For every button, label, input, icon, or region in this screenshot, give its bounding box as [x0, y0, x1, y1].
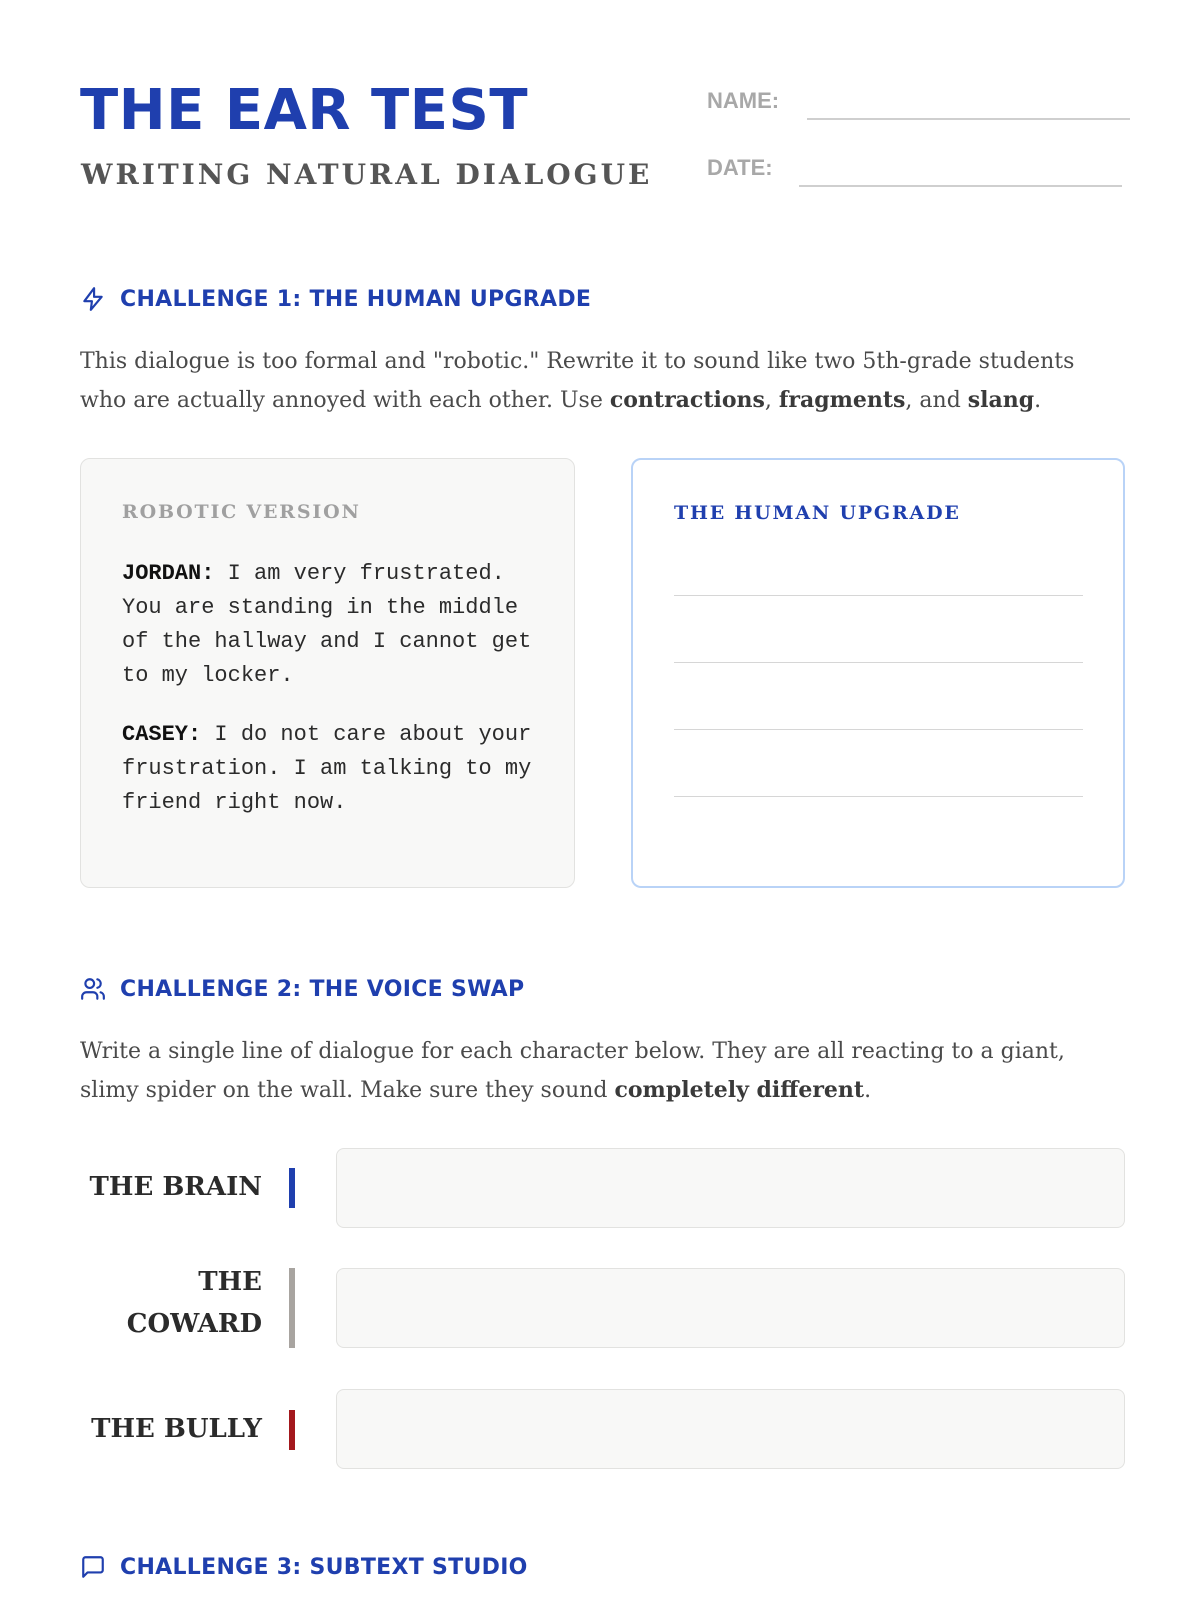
challenge-2-title: CHALLENGE 2: THE VOICE SWAP	[120, 976, 525, 1002]
challenge-2-instructions: Write a single line of dialogue for each character below. They are all reacting to a giant, slimy spider on the wall. Make sure they sound completely different.	[80, 1039, 1065, 1103]
challenge-1-instructions: This dialogue is too formal and "robotic." Rewrite it to sound like two 5th-grade students who are actually annoyed with each other. Use contractions, fragments, and slang.	[80, 349, 1075, 413]
robotic-version-label: ROBOTIC VERSION	[122, 501, 361, 523]
challenge-1-title: CHALLENGE 1: THE HUMAN UPGRADE	[120, 286, 592, 312]
challenge-3-title: CHALLENGE 3: SUBTEXT STUDIO	[120, 1554, 528, 1580]
character-name-brain: THE BRAIN	[89, 1172, 262, 1202]
name-field[interactable]	[807, 118, 1130, 120]
writing-line[interactable]	[674, 796, 1083, 797]
challenge-1-header	[80, 286, 591, 312]
character-color-bar	[289, 1168, 295, 1208]
character-name-coward: THE COWARD	[126, 1267, 262, 1339]
challenge-3-header	[80, 1554, 528, 1580]
users-icon	[80, 976, 106, 1002]
character-color-bar	[289, 1410, 295, 1450]
answer-field-brain[interactable]	[336, 1148, 1125, 1228]
human-upgrade-label: THE HUMAN UPGRADE	[674, 502, 961, 524]
writing-line[interactable]	[674, 729, 1083, 730]
page-title: THE EAR TEST	[80, 78, 529, 143]
message-square-icon	[80, 1554, 106, 1580]
dialogue-line-casey: CASEY: I do not care about your frustration. I am talking to my friend right now.	[122, 722, 532, 815]
name-label: NAME:	[707, 88, 780, 113]
lightning-icon	[80, 286, 106, 312]
character-name-bully: THE BULLY	[91, 1414, 262, 1444]
dialogue-line-jordan: JORDAN: I am very frustrated. You are standing in the middle of the hallway and I cannot get to my locker.	[122, 561, 532, 688]
date-field[interactable]	[799, 185, 1122, 187]
challenge-2-header	[80, 976, 524, 1002]
answer-field-bully[interactable]	[336, 1389, 1125, 1469]
robotic-version-box	[80, 458, 575, 888]
answer-field-coward[interactable]	[336, 1268, 1125, 1348]
character-color-bar	[289, 1268, 295, 1348]
date-label: DATE:	[707, 155, 773, 180]
human-upgrade-box[interactable]	[631, 458, 1125, 888]
writing-line[interactable]	[674, 662, 1083, 663]
page-subtitle: WRITING NATURAL DIALOGUE	[81, 158, 653, 191]
writing-line[interactable]	[674, 595, 1083, 596]
